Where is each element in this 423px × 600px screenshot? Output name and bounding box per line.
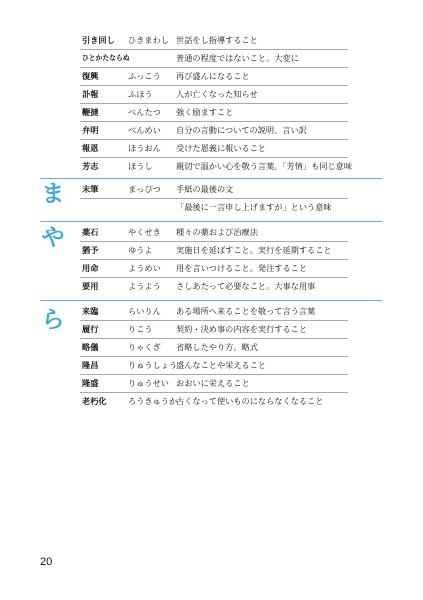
kana-heading-ma: ま: [41, 181, 65, 207]
meaning: 種々の薬および治療法: [176, 227, 258, 237]
reading: ほうし: [128, 161, 153, 171]
table-row: [80, 241, 348, 260]
table-row: [80, 198, 348, 216]
section-divider: [40, 221, 382, 222]
table-row: [80, 259, 348, 278]
term: 報恩: [82, 143, 99, 153]
term: 隆盛: [82, 378, 99, 388]
meaning: 古くなって使いものにならなくなること: [176, 396, 324, 406]
reading: ふっこう: [128, 71, 161, 81]
reading: りゅうせい: [128, 378, 169, 388]
meaning: 世話をし指導すること: [176, 35, 258, 45]
table-row: [80, 103, 348, 122]
table-row: [80, 31, 348, 50]
meaning: 省略したやり方。略式: [176, 342, 258, 352]
page-number: 20: [40, 556, 53, 568]
term: 弁明: [82, 125, 99, 135]
reading: やくせき: [128, 227, 161, 237]
reading: ほうおん: [128, 143, 161, 153]
meaning: ある場所へ来ることを敬って言う言葉: [176, 306, 316, 316]
table-row: [80, 356, 348, 375]
term: 要用: [82, 281, 99, 291]
meaning: 「最後に一言申し上げますが」という意味: [176, 202, 332, 212]
meaning: おおいに栄えること: [176, 378, 250, 388]
reading: ろうきゅうか: [128, 396, 178, 406]
term: 履行: [82, 324, 99, 334]
reading: べんたつ: [128, 107, 161, 117]
reading: ようめい: [128, 263, 161, 273]
section-divider: [40, 300, 382, 301]
term: 鞭撻: [82, 107, 99, 117]
reading: べんめい: [128, 125, 161, 135]
meaning: 再び盛んになること: [176, 71, 250, 81]
term: 芳志: [82, 161, 99, 171]
term: 用命: [82, 263, 99, 273]
table-row: [80, 338, 348, 357]
table-row: [80, 392, 348, 410]
reading: らいりん: [128, 306, 161, 316]
table-row: [80, 139, 348, 158]
term: 老朽化: [82, 396, 107, 406]
meaning: 実施日を延ばすこと。実行を延期すること: [176, 245, 332, 255]
reading: ようよう: [128, 281, 161, 291]
kana-heading-ya: や: [41, 225, 65, 251]
table-row: [80, 49, 348, 68]
meaning: 受けた恩義に報いること: [176, 143, 267, 153]
term: 猶予: [82, 245, 99, 255]
meaning: 普通の程度ではないこと。大変に: [176, 53, 299, 63]
meaning: 強く励ますこと: [176, 107, 234, 117]
term: 復興: [82, 71, 99, 81]
term: 薬石: [82, 227, 99, 237]
meaning: 親切で温かい心を敬う言葉。「芳情」も同じ意味: [176, 161, 353, 171]
meaning: 手紙の最後の文: [176, 184, 234, 194]
table-row: [80, 302, 348, 321]
table-row: [80, 157, 353, 175]
table-row: [80, 277, 348, 295]
meaning: 自分の言動についての説明、言い訳: [176, 125, 307, 135]
table-row: [80, 180, 348, 199]
meaning: さしあたって必要なこと。大事な用事: [176, 281, 316, 291]
table-row: [80, 67, 348, 86]
table-row: [80, 223, 348, 242]
section-divider: [40, 178, 382, 179]
term: 来臨: [82, 306, 99, 316]
reading: ゆうよ: [128, 245, 153, 255]
meaning: 契約・決め事の内容を実行すること: [176, 324, 308, 334]
meaning: 盛んなことや栄えること: [176, 360, 267, 370]
table-row: [80, 85, 348, 104]
reading: りこう: [128, 324, 153, 334]
reading: りゃくぎ: [128, 342, 161, 352]
reading: ひきまわし: [128, 35, 169, 45]
reading: りゅうしょう: [128, 360, 178, 370]
term: 引き回し: [82, 35, 115, 45]
term: 略儀: [82, 342, 99, 352]
kana-heading-ra: ら: [41, 307, 65, 333]
term: 末筆: [82, 184, 99, 194]
meaning: 用を言いつけること。発注すること: [176, 263, 308, 273]
reading: まっぴつ: [128, 184, 161, 194]
table-row: [80, 374, 348, 393]
table-row: [80, 121, 348, 140]
table-row: [80, 320, 348, 339]
term: ひとかたならぬ: [82, 54, 130, 62]
meaning: 人が亡くなった知らせ: [176, 89, 258, 99]
reading: ふほう: [128, 89, 153, 99]
term: 隆昌: [82, 360, 99, 370]
term: 訃報: [82, 89, 99, 99]
